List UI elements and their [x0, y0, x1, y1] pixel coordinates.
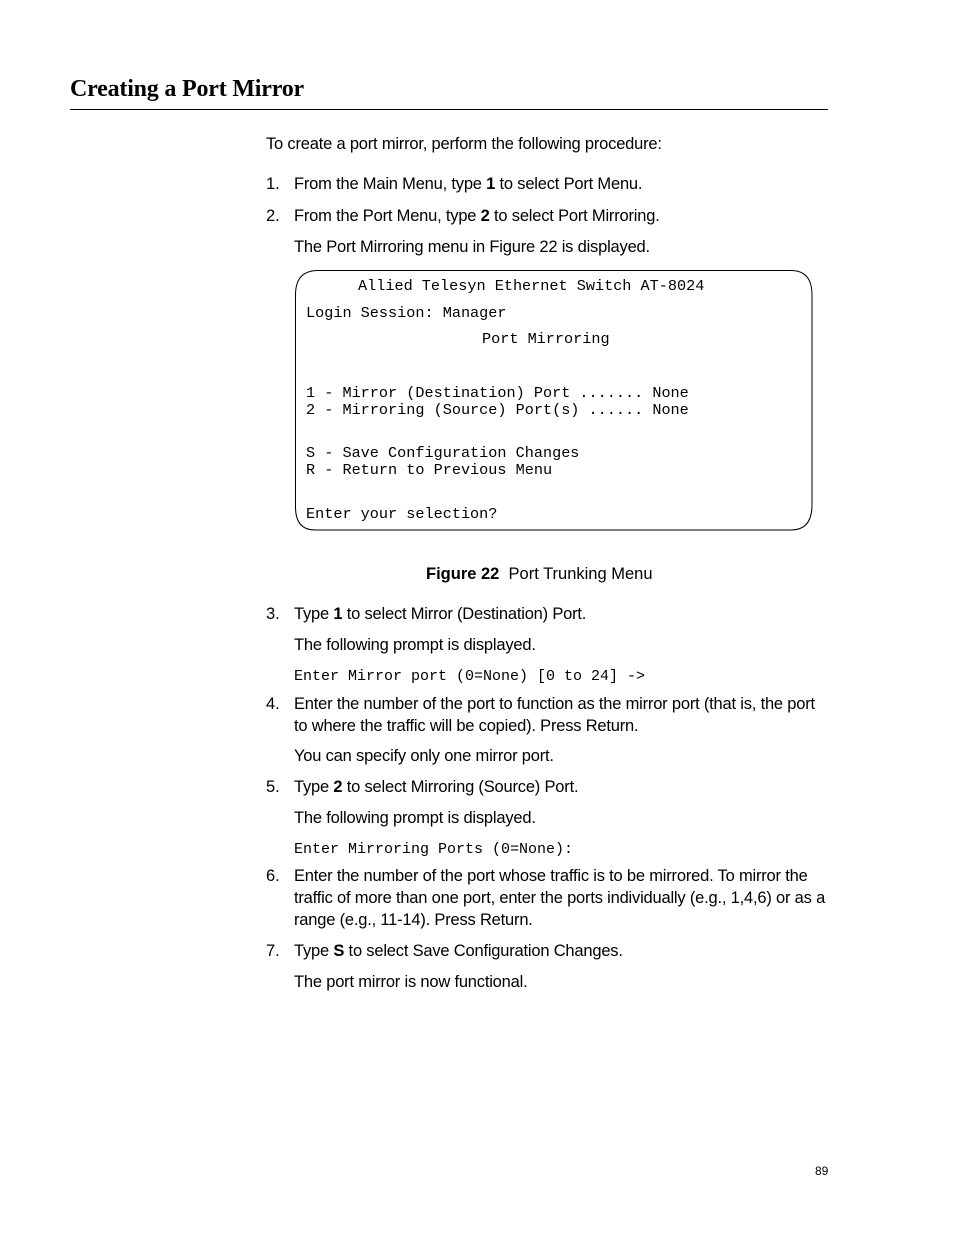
step-1-number: 1.: [266, 175, 280, 193]
step-5-number: 5.: [266, 778, 280, 796]
step-4-note: You can specify only one mirror port.: [294, 747, 554, 765]
terminal-menu-title: Port Mirroring: [482, 330, 610, 348]
terminal-title: Allied Telesyn Ethernet Switch AT-8024: [358, 277, 705, 295]
heading-rule: [70, 109, 828, 110]
terminal-option-s: S - Save Configuration Changes: [306, 444, 580, 462]
step-7-text: Type S to select Save Configuration Changes.: [294, 942, 623, 960]
step-3-text: Type 1 to select Mirror (Destination) Port.: [294, 605, 587, 623]
step-3-note: The following prompt is displayed.: [294, 636, 536, 654]
step-2-text: From the Port Menu, type 2 to select Port Mirroring.: [294, 207, 660, 225]
page-number: 89: [815, 1164, 829, 1178]
step-6-number: 6.: [266, 867, 280, 885]
step-5-prompt: Enter Mirroring Ports (0=None):: [294, 841, 574, 858]
step-4-number: 4.: [266, 695, 280, 713]
step-2-number: 2.: [266, 207, 280, 225]
step-5-text: Type 2 to select Mirroring (Source) Port.: [294, 778, 579, 796]
step-4-text: Enter the number of the port to function as the mirror port (that is, the port to where the traffic will be copied). Press Return.: [294, 695, 815, 735]
terminal-option-2: 2 - Mirroring (Source) Port(s) ...... None: [306, 401, 689, 419]
step-1-text: From the Main Menu, type 1 to select Port Menu.: [294, 175, 643, 193]
section-heading: Creating a Port Mirror: [70, 76, 304, 102]
terminal-option-1: 1 - Mirror (Destination) Port ....... None: [306, 384, 689, 402]
terminal-option-r: R - Return to Previous Menu: [306, 461, 553, 479]
figure-caption: Figure 22 Port Trunking Menu: [426, 565, 653, 583]
terminal-prompt: Enter your selection?: [306, 505, 498, 523]
step-3-prompt: Enter Mirror port (0=None) [0 to 24] ->: [294, 668, 646, 685]
terminal-session: Login Session: Manager: [306, 304, 507, 322]
intro-text: To create a port mirror, perform the following procedure:: [266, 135, 662, 153]
step-2-note: The Port Mirroring menu in Figure 22 is displayed.: [294, 238, 650, 256]
step-5-note: The following prompt is displayed.: [294, 809, 536, 827]
step-6-text: Enter the number of the port whose traffic is to be mirrored. To mirror the traffic of more than one port, enter the ports individually (e.g., 1,4,6) or as a range (e.g., 11-14). Press Return.: [294, 867, 826, 929]
step-3-number: 3.: [266, 605, 280, 623]
step-7-number: 7.: [266, 942, 280, 960]
terminal-screen: [294, 269, 812, 530]
step-7-note: The port mirror is now functional.: [294, 973, 528, 991]
